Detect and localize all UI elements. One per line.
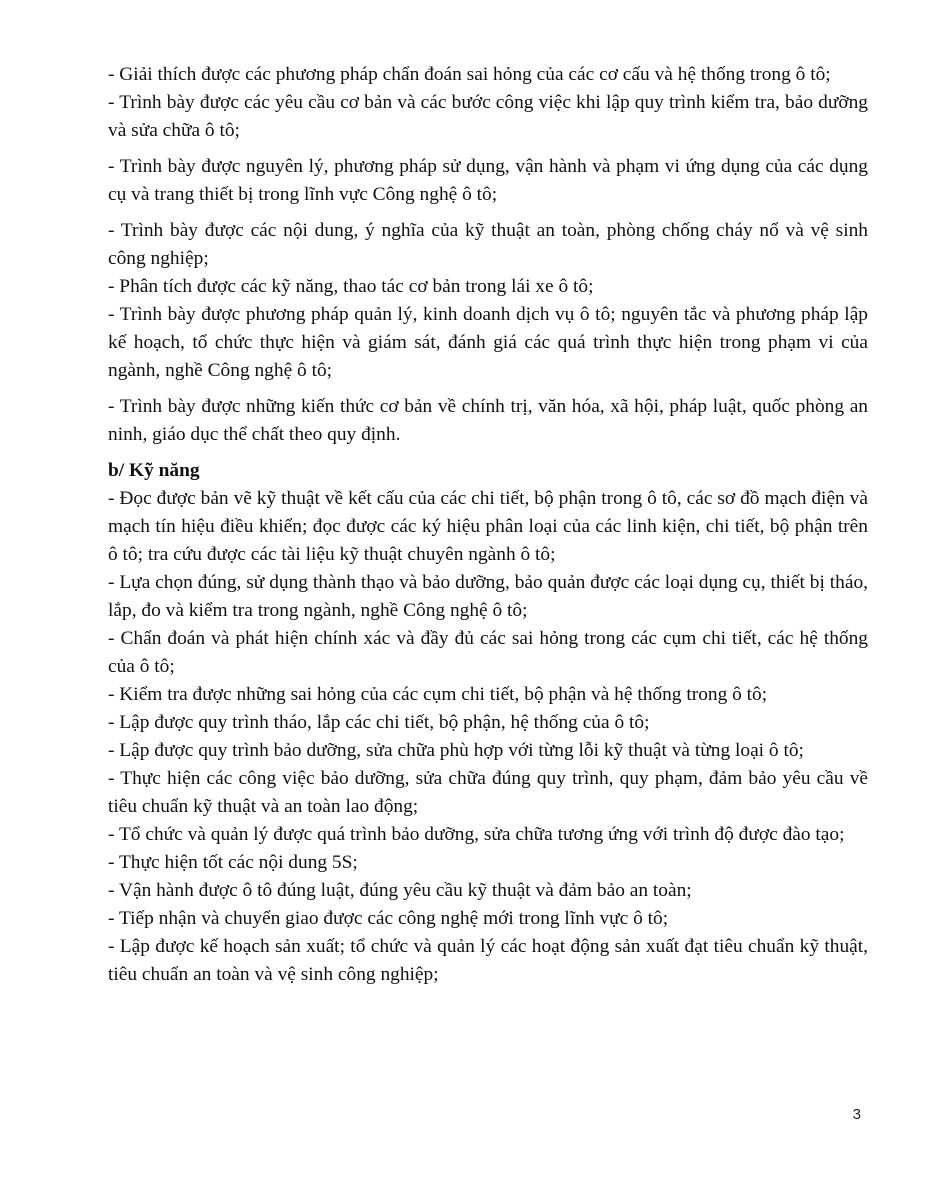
skill-item: - Lập được kế hoạch sản xuất; tổ chức và quản lý các hoạt động sản xuất đạt tiêu chuẩn kỹ thuật, tiêu chuẩn an toàn và vệ sinh công nghiệp; [108, 936, 868, 985]
page-number: 3 [852, 1106, 861, 1123]
knowledge-item: - Giải thích được các phương pháp chẩn đoán sai hỏng của các cơ cấu và hệ thống trong ô tô; [108, 64, 831, 85]
knowledge-item: - Phân tích được các kỹ năng, thao tác cơ bản trong lái xe ô tô; [108, 276, 594, 297]
skill-item: - Thực hiện tốt các nội dung 5S; [108, 852, 358, 873]
knowledge-item: - Trình bày được phương pháp quản lý, kinh doanh dịch vụ ô tô; nguyên tắc và phương pháp lập kế hoạch, tổ chức thực hiện và giám sát, đánh giá các quá trình thực hiện trong phạm vi của ngành, nghề Công nghệ ô tô; [108, 304, 868, 381]
knowledge-item: - Trình bày được những kiến thức cơ bản về chính trị, văn hóa, xã hội, pháp luật, quốc phòng an ninh, giáo dục thể chất theo quy định. [108, 396, 868, 445]
skill-item: - Đọc được bản vẽ kỹ thuật về kết cấu của các chi tiết, bộ phận trong ô tô, các sơ đồ mạch điện và mạch tín hiệu điều khiển; đọc được các ký hiệu phân loại của các linh kiện, chi tiết, bộ phận trên ô tô; tra cứu được các tài liệu kỹ thuật chuyên ngành ô tô; [108, 488, 868, 565]
skill-item: - Tổ chức và quản lý được quá trình bảo dưỡng, sửa chữa tương ứng với trình độ được đào tạo; [108, 824, 845, 845]
section-heading-skills: b/ Kỹ năng [108, 460, 200, 481]
skill-item: - Vận hành được ô tô đúng luật, đúng yêu cầu kỹ thuật và đảm bảo an toàn; [108, 880, 692, 901]
skill-item: - Kiểm tra được những sai hỏng của các cụm chi tiết, bộ phận và hệ thống trong ô tô; [108, 684, 768, 705]
skill-item: - Tiếp nhận và chuyển giao được các công nghệ mới trong lĩnh vực ô tô; [108, 908, 669, 929]
skill-item: - Thực hiện các công việc bảo dưỡng, sửa chữa đúng quy trình, quy phạm, đảm bảo yêu cầu về tiêu chuẩn kỹ thuật và an toàn lao động; [108, 768, 868, 817]
skill-item: - Lập được quy trình tháo, lắp các chi tiết, bộ phận, hệ thống của ô tô; [108, 712, 650, 733]
knowledge-item: - Trình bày được các nội dung, ý nghĩa của kỹ thuật an toàn, phòng chống cháy nổ và vệ sinh công nghiệp; [108, 220, 868, 269]
skill-item: - Chẩn đoán và phát hiện chính xác và đầy đủ các sai hỏng trong các cụm chi tiết, các hệ thống của ô tô; [108, 628, 868, 677]
document-page [108, 61, 868, 989]
knowledge-item: - Trình bày được nguyên lý, phương pháp sử dụng, vận hành và phạm vi ứng dụng của các dụng cụ và trang thiết bị trong lĩnh vực Công nghệ ô tô; [108, 156, 868, 205]
skill-item: - Lập được quy trình bảo dưỡng, sửa chữa phù hợp với từng lỗi kỹ thuật và từng loại ô tô; [108, 740, 804, 761]
skill-item: - Lựa chọn đúng, sử dụng thành thạo và bảo dưỡng, bảo quản được các loại dụng cụ, thiết bị tháo, lắp, đo và kiểm tra trong ngành, nghề Công nghệ ô tô; [108, 572, 868, 621]
knowledge-item: - Trình bày được các yêu cầu cơ bản và các bước công việc khi lập quy trình kiểm tra, bảo dưỡng và sửa chữa ô tô; [108, 92, 868, 141]
